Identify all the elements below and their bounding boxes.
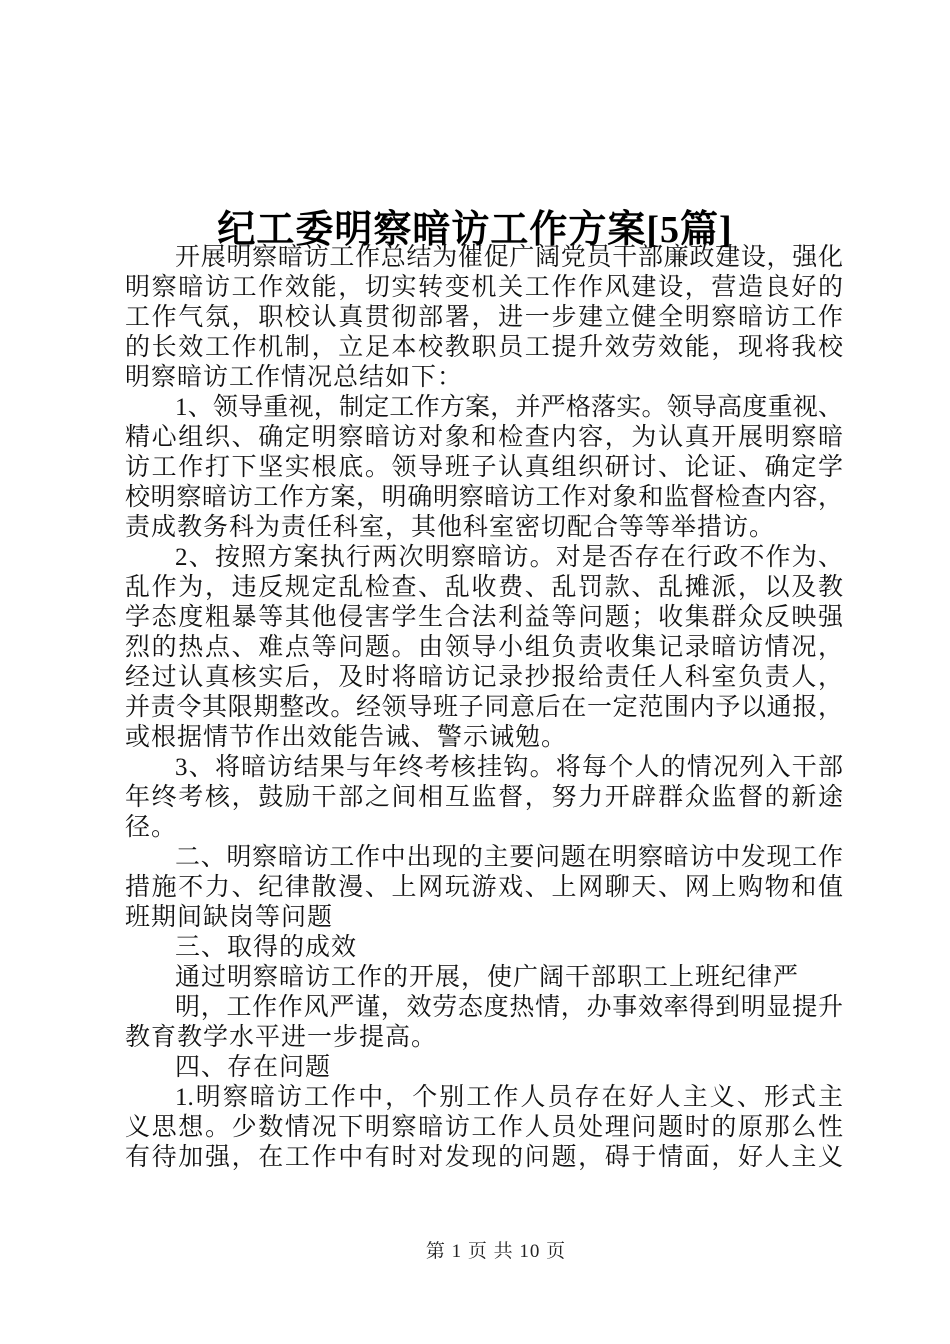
body-line: 学态度粗暴等其他侵害学生合法利益等问题；收集群众反映强 [125,604,843,631]
body-line: 明察暗访工作效能，切实转变机关工作作风建设，营造良好的 [125,274,843,301]
body-line: 教育教学水平进一步提高。 [125,1024,438,1051]
body-line: 1.明察暗访工作中，个别工作人员存在好人主义、形式主 [175,1084,843,1111]
body-line: 通过明察暗访工作的开展，使广阔干部职工上班纪律严 [175,964,800,991]
body-line: 班期间缺岗等问题 [125,904,334,931]
body-line: 责成教务科为责任科室，其他科室密切配合等等举措访。 [125,514,776,541]
page-footer: 第 1 页 共 10 页 [425,1241,567,1262]
body-line: 有待加强，在工作中有时对发现的问题，碍于情面，好人主义 [125,1144,843,1171]
body-line: 烈的热点、难点等问题。由领导小组负责收集记录暗访情况， [125,634,843,661]
body-line: 2、按照方案执行两次明察暗访。对是否存在行政不作为、 [175,544,843,571]
body-line: 校明察暗访工作方案，明确明察暗访工作对象和监督检查内容， [125,484,843,511]
body-line: 开展明察暗访工作总结为催促广阔党员干部廉政建设，强化 [175,244,843,271]
body-line: 措施不力、纪律散漫、上网玩游戏、上网聊天、网上购物和值 [125,874,843,901]
body-line: 精心组织、确定明察暗访对象和检查内容，为认真开展明察暗 [125,424,843,451]
body-line: 三、取得的成效 [175,934,358,961]
body-line: 二、明察暗访工作中出现的主要问题在明察暗访中发现工作 [175,844,843,871]
body-line: 年终考核，鼓励干部之间相互监督，努力开辟群众监督的新途 [125,784,843,811]
body-line: 义思想。少数情况下明察暗访工作人员处理问题时的原那么性 [125,1114,843,1141]
body-line: 3、将暗访结果与年终考核挂钩。将每个人的情况列入干部 [175,754,843,781]
body-line: 四、存在问题 [175,1054,332,1081]
body-line: 的长效工作机制，立足本校教职员工提升效劳效能，现将我校 [125,334,843,361]
body-line: 访工作打下坚实根底。领导班子认真组织研讨、论证、确定学 [125,454,843,481]
body-line: 工作气氛，职校认真贯彻部署，进一步建立健全明察暗访工作 [125,304,843,331]
body-line: 并责令其限期整改。经领导班子同意后在一定范围内予以通报， [125,694,843,721]
body-line: 乱作为，违反规定乱检查、乱收费、乱罚款、乱摊派，以及教 [125,574,843,601]
body-line: 1、领导重视，制定工作方案，并严格落实。领导高度重视、 [175,394,843,421]
body-line: 经过认真核实后，及时将暗访记录抄报给责任人科室负责人， [125,664,843,691]
document-title: 纪工委明察暗访工作方案[5篇] [217,209,733,252]
body-line: 径。 [125,814,178,841]
body-line: 明，工作作风严谨，效劳态度热情，办事效率得到明显提升 [175,994,843,1021]
body-line: 或根据情节作出效能告诫、警示诫勉。 [125,724,568,751]
document-body [125,243,843,1173]
body-line: 明察暗访工作情况总结如下： [125,364,464,391]
